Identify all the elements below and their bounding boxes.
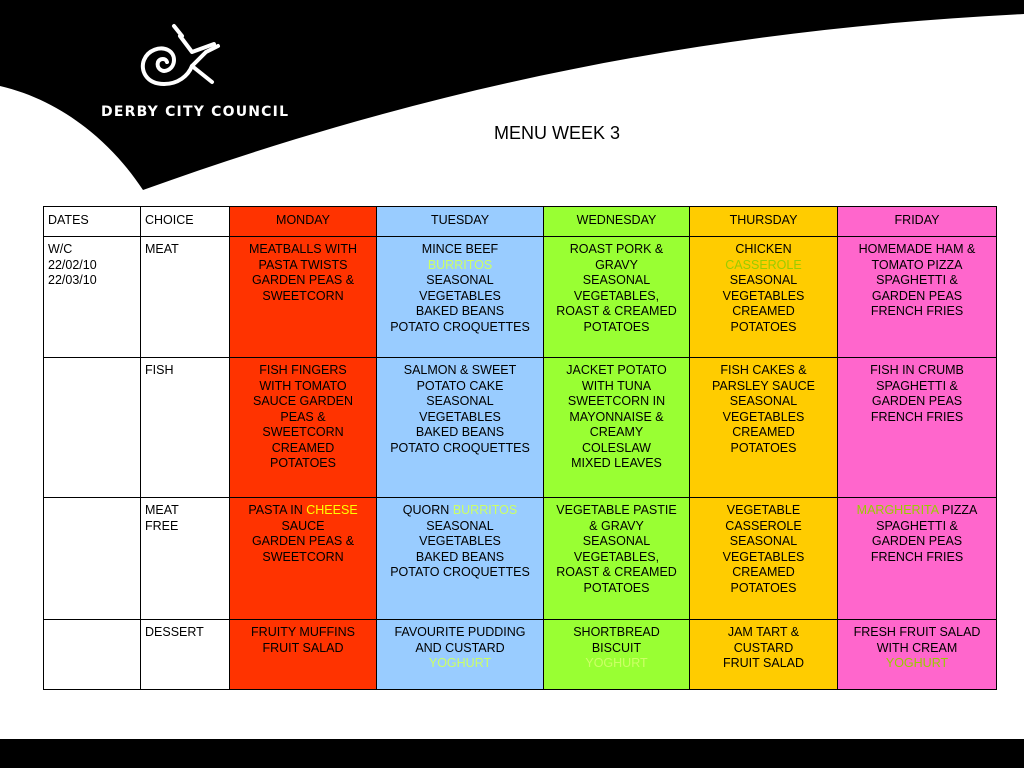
menu-item: BAKED BEANS	[415, 549, 505, 564]
menu-item-highlight: BURRITOS	[427, 257, 493, 272]
menu-item: WITH TOMATO	[259, 378, 347, 393]
table-row-meat	[44, 237, 997, 358]
menu-item: FRESH FRUIT SALAD	[853, 625, 981, 639]
menu-item: WITH TUNA	[581, 378, 652, 393]
menu-item: BISCUIT	[591, 640, 642, 655]
menu-item: BAKED BEANS	[415, 425, 505, 439]
cell-choice	[141, 358, 230, 498]
menu-item: HOMEMADE HAM &	[858, 242, 976, 256]
menu-item: MIXED LEAVES	[571, 456, 662, 470]
menu-item: SEASONAL	[729, 273, 798, 287]
menu-item-highlight: CASSEROLE	[725, 257, 802, 272]
cell-friday	[838, 358, 997, 498]
cell-choice	[141, 620, 230, 690]
menu-item: SPAGHETTI &	[876, 518, 958, 533]
menu-item: PASTA IN	[248, 503, 303, 517]
menu-item: SPAGHETTI &	[876, 273, 958, 287]
header-dates: DATES	[44, 207, 141, 237]
menu-item: SEASONAL	[729, 394, 798, 408]
menu-item: CUSTARD	[733, 640, 794, 655]
header-friday: FRIDAY	[838, 207, 997, 237]
menu-item: MEATBALLS WITH	[248, 242, 358, 256]
menu-item: VEGETABLE PASTIE	[556, 503, 677, 517]
dates-label: W/C	[48, 242, 73, 256]
menu-item: POTATOES	[730, 440, 797, 455]
menu-item-highlight: MARGHERITA	[856, 503, 939, 517]
menu-item: ROAST PORK &	[569, 242, 664, 256]
menu-item: CREAMED	[732, 425, 795, 439]
menu-item: POTATOES	[583, 319, 650, 334]
menu-item-line	[381, 503, 539, 519]
menu-item: POTATOES	[583, 580, 650, 595]
menu-item: PARSLEY SAUCE	[711, 378, 816, 393]
menu-item: POTATOES	[270, 456, 336, 470]
menu-item: CREAMED	[732, 565, 795, 579]
menu-item: SEASONAL	[582, 273, 651, 287]
menu-item: FRENCH FRIES	[870, 304, 964, 318]
menu-item: ROAST & CREAMED	[556, 304, 677, 318]
menu-item: FISH CAKES &	[720, 363, 807, 377]
menu-item: VEGETABLES,	[573, 288, 660, 303]
cell-monday	[230, 237, 377, 358]
header-monday: MONDAY	[230, 207, 377, 237]
cell-wednesday	[544, 237, 690, 358]
menu-item-highlight: BURRITOS	[452, 503, 518, 517]
date-start: 22/02/10	[48, 257, 97, 272]
menu-item: SAUCE GARDEN	[252, 394, 354, 408]
menu-item: VEGETABLE	[726, 503, 801, 517]
menu-item: BAKED BEANS	[415, 304, 505, 318]
menu-item: FRENCH FRIES	[870, 409, 964, 424]
menu-item: GARDEN PEAS &	[251, 273, 355, 287]
cell-wednesday	[544, 620, 690, 690]
menu-item: SHORTBREAD	[573, 625, 660, 639]
menu-item-highlight: YOGHURT	[885, 656, 949, 670]
menu-item: FRUIT SALAD	[722, 656, 805, 670]
choice-label: FISH	[145, 363, 174, 377]
cell-monday	[230, 620, 377, 690]
menu-item: MAYONNAISE &	[569, 409, 664, 424]
ram-spiral-logo-icon	[134, 22, 226, 102]
menu-item: SEASONAL	[582, 534, 651, 548]
menu-item: VEGETABLES	[419, 409, 501, 424]
cell-friday	[838, 620, 997, 690]
footer-bar	[0, 739, 1024, 768]
table-row-fish	[44, 358, 997, 498]
menu-item: TOMATO PIZZA	[871, 257, 963, 272]
cell-friday	[838, 237, 997, 358]
menu-item-line	[234, 503, 372, 519]
menu-item: CHICKEN	[735, 242, 792, 256]
cell-choice	[141, 498, 230, 620]
menu-item: SAUCE	[281, 518, 325, 533]
menu-item: AND CUSTARD	[415, 640, 505, 655]
cell-thursday	[690, 620, 838, 690]
menu-item: SWEETCORN IN	[567, 394, 666, 408]
header-row	[44, 207, 997, 237]
choice-label: MEAT	[145, 242, 179, 256]
menu-item-highlight: YOGHURT	[428, 656, 492, 670]
cell-tuesday	[377, 358, 544, 498]
menu-item-line	[842, 503, 992, 519]
menu-item: CREAMY	[589, 425, 644, 439]
header-tuesday: TUESDAY	[377, 207, 544, 237]
header-wednesday: WEDNESDAY	[544, 207, 690, 237]
page-title: MENU WEEK 3	[494, 123, 621, 143]
menu-item-highlight: YOGHURT	[585, 656, 648, 670]
cell-wednesday	[544, 358, 690, 498]
cell-thursday	[690, 237, 838, 358]
menu-table	[43, 206, 997, 690]
cell-monday	[230, 358, 377, 498]
menu-item: POTATO CAKE	[416, 378, 504, 393]
menu-item: PEAS &	[280, 409, 326, 424]
cell-dates	[44, 358, 141, 498]
menu-item: POTATOES	[730, 319, 797, 334]
menu-item: GARDEN PEAS	[871, 534, 963, 548]
menu-item: CREAMED	[271, 440, 335, 455]
cell-monday	[230, 498, 377, 620]
menu-item: WITH CREAM	[876, 640, 958, 655]
menu-item: GARDEN PEAS &	[251, 534, 355, 548]
menu-item: POTATO CROQUETTES	[390, 440, 530, 455]
cell-dates	[44, 620, 141, 690]
cell-thursday	[690, 358, 838, 498]
menu-item: CASSEROLE	[725, 518, 802, 533]
cell-wednesday	[544, 498, 690, 620]
menu-item: FRUIT SALAD	[262, 640, 344, 655]
menu-item: JACKET POTATO	[566, 363, 667, 377]
menu-item: GRAVY	[595, 257, 638, 272]
choice-label: MEAT	[145, 503, 179, 517]
menu-item-highlight: CHEESE	[306, 503, 358, 517]
menu-item: COLESLAW	[581, 440, 651, 455]
menu-item: POTATO CROQUETTES	[390, 319, 530, 334]
menu-item: CREAMED	[732, 304, 795, 318]
org-name: DERBY CITY COUNCIL	[101, 104, 290, 120]
menu-item: GARDEN PEAS	[871, 288, 963, 303]
menu-item: VEGETABLES,	[573, 549, 660, 564]
menu-item: SEASONAL	[426, 394, 494, 408]
cell-dates	[44, 237, 141, 358]
cell-dates	[44, 498, 141, 620]
header-choice: CHOICE	[141, 207, 230, 237]
menu-item: FISH IN CRUMB	[870, 363, 964, 377]
cell-choice	[141, 237, 230, 358]
menu-item: & GRAVY	[589, 518, 644, 533]
menu-item: SWEETCORN	[262, 425, 344, 439]
cell-tuesday	[377, 620, 544, 690]
menu-item: FAVOURITE PUDDING	[394, 625, 526, 639]
menu-item: SALMON & SWEET	[403, 363, 517, 377]
menu-item: FISH FINGERS	[259, 363, 347, 377]
menu-item: SEASONAL	[426, 273, 494, 287]
menu-item: JAM TART &	[727, 625, 800, 639]
menu-item: PASTA TWISTS	[258, 257, 348, 272]
menu-item: POTATOES	[730, 580, 797, 595]
cell-friday	[838, 498, 997, 620]
menu-item: SWEETCORN	[262, 549, 344, 564]
table-row-meat-free	[44, 498, 997, 620]
menu-item: SEASONAL	[426, 518, 494, 533]
menu-item: ROAST & CREAMED	[556, 565, 677, 579]
cell-tuesday	[377, 237, 544, 358]
menu-item: FRENCH FRIES	[870, 549, 964, 564]
menu-item: PIZZA	[941, 503, 978, 517]
date-end: 22/03/10	[48, 273, 97, 287]
menu-item: SEASONAL	[729, 534, 798, 548]
menu-item: GARDEN PEAS	[871, 394, 963, 408]
choice-label: DESSERT	[145, 625, 204, 639]
table-row-dessert	[44, 620, 997, 690]
menu-item: SPAGHETTI &	[876, 378, 958, 393]
menu-item: VEGETABLES	[722, 409, 805, 424]
cell-tuesday	[377, 498, 544, 620]
choice-label: FREE	[145, 518, 179, 533]
menu-item: VEGETABLES	[722, 288, 805, 303]
cell-thursday	[690, 498, 838, 620]
menu-item: VEGETABLES	[419, 534, 501, 548]
menu-item: MINCE BEEF	[421, 242, 499, 256]
menu-item: SWEETCORN	[262, 288, 344, 303]
header-thursday: THURSDAY	[690, 207, 838, 237]
menu-item: QUORN	[402, 503, 450, 517]
menu-item: VEGETABLES	[419, 288, 501, 303]
menu-item: VEGETABLES	[722, 549, 805, 564]
menu-item: POTATO CROQUETTES	[390, 565, 530, 579]
menu-item: FRUITY MUFFINS	[251, 625, 355, 639]
